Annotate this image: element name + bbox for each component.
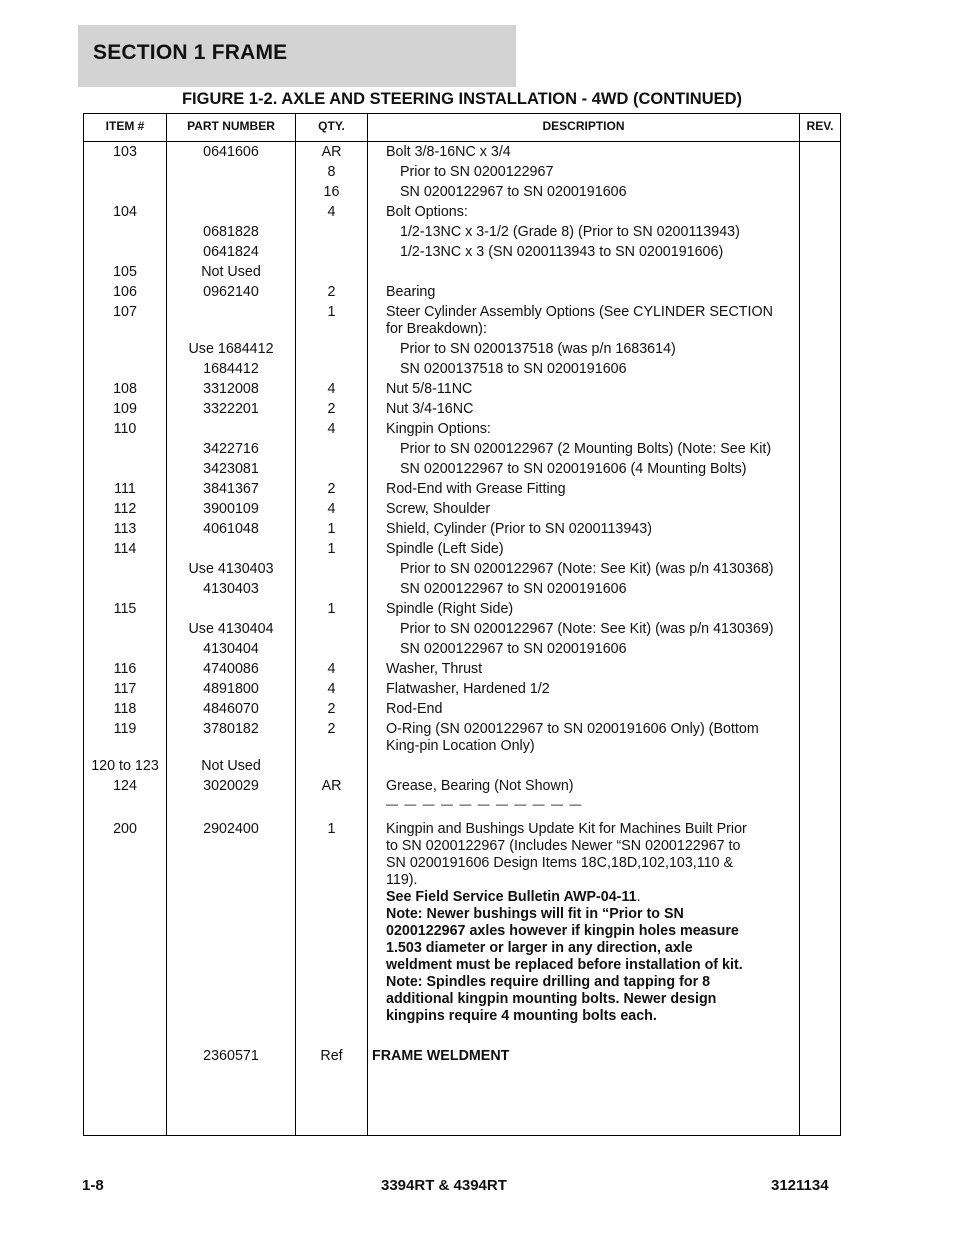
quantity: 2 [327, 701, 336, 717]
item-number: 200 [113, 821, 137, 837]
table-row [84, 795, 840, 818]
item-number [84, 1048, 166, 1065]
quantity [296, 264, 367, 281]
quantity [296, 581, 367, 598]
item-number: 113 [113, 521, 137, 537]
description: 1/2-13NC x 3 (SN 0200113943 to SN 0200191606) [400, 244, 724, 260]
part-number: 4740086 [203, 661, 259, 677]
table-row [84, 658, 840, 678]
item-number [84, 184, 166, 201]
description: 1/2-13NC x 3-1/2 (Grade 8) (Prior to SN 0200113943) [400, 224, 740, 240]
quantity: 2 [327, 481, 336, 497]
part-number: 4891800 [203, 681, 259, 697]
description: Prior to SN 0200137518 (was p/n 1683614) [400, 341, 676, 357]
part-number: 0641606 [203, 144, 259, 160]
item-number: 108 [113, 381, 137, 397]
quantity [296, 244, 367, 261]
item-number: 112 [113, 501, 137, 517]
header-part-number: PART NUMBER [187, 119, 275, 133]
table-row [84, 438, 840, 458]
spindle-note: Note: Spindles require drilling and tapping for 8 additional kingpin mounting bolts. Newer design kingpins require 4 mounting bolts each. [386, 974, 717, 1024]
table-row [84, 201, 840, 221]
part-number: Use 4130403 [188, 561, 274, 577]
table-row [84, 458, 840, 478]
description: Washer, Thrust [386, 661, 483, 677]
quantity: 4 [327, 681, 336, 697]
table-row [84, 498, 840, 518]
item-number [84, 341, 166, 358]
description: Nut 3/4-16NC [386, 401, 474, 417]
quantity: 1 [327, 304, 336, 320]
table-body [84, 141, 840, 1065]
item-number: 118 [113, 701, 137, 717]
table-row [84, 181, 840, 201]
part-number: 1684412 [203, 361, 259, 377]
description: Prior to SN 0200122967 (Note: See Kit) (was p/n 4130368) [400, 561, 774, 577]
item-number: 109 [113, 401, 137, 417]
model-name: 3394RT & 4394RT [381, 1177, 507, 1194]
part-number [166, 184, 296, 201]
table-row [84, 698, 840, 718]
quantity [296, 561, 367, 578]
quantity: 1 [327, 821, 336, 837]
part-number: 3020029 [203, 778, 259, 794]
table-row [84, 818, 840, 1025]
table-row [84, 618, 840, 638]
item-number: 120 to 123 [91, 758, 159, 774]
item-number: 119 [113, 721, 137, 737]
part-number: 3423081 [203, 461, 259, 477]
quantity: Ref [320, 1048, 343, 1064]
table-row [84, 358, 840, 378]
part-number: 3900109 [203, 501, 259, 517]
part-number: 4130404 [203, 641, 259, 657]
item-number: 110 [113, 421, 137, 437]
description: SN 0200122967 to SN 0200191606 [400, 581, 627, 597]
table-row [84, 538, 840, 558]
header-description: DESCRIPTION [542, 119, 625, 133]
part-number: 3322201 [203, 401, 259, 417]
parts-table [83, 113, 841, 1136]
part-number: Not Used [201, 264, 261, 280]
table-row [84, 281, 840, 301]
item-number [84, 641, 166, 658]
table-row [84, 558, 840, 578]
part-number: 3312008 [203, 381, 259, 397]
item-number [84, 164, 166, 181]
description: SN 0200137518 to SN 0200191606 [400, 361, 627, 377]
table-row [84, 578, 840, 598]
table-row [84, 161, 840, 181]
quantity: 8 [327, 164, 336, 180]
description: SN 0200122967 to SN 0200191606 [400, 641, 627, 657]
part-number: 3841367 [203, 481, 259, 497]
table-row [84, 638, 840, 658]
item-number [84, 441, 166, 458]
item-number: 111 [114, 481, 136, 497]
quantity: AR [321, 144, 342, 160]
table-header [84, 114, 840, 142]
table-row [84, 221, 840, 241]
part-number: 3422716 [203, 441, 259, 457]
item-number: 104 [113, 204, 137, 220]
description: Spindle (Left Side) [386, 541, 504, 557]
table-row [84, 338, 840, 358]
description: SN 0200122967 to SN 0200191606 (4 Mounting Bolts) [400, 461, 747, 477]
item-number [84, 581, 166, 598]
part-number [166, 541, 296, 558]
part-number: Not Used [201, 758, 261, 774]
section-title: SECTION 1 FRAME [93, 41, 288, 64]
quantity [296, 361, 367, 378]
description: Bolt 3/8-16NC x 3/4 [386, 144, 511, 160]
item-number [84, 244, 166, 261]
part-number [166, 798, 296, 818]
table-row [84, 398, 840, 418]
description: Nut 5/8-11NC [386, 381, 473, 397]
table-row [84, 478, 840, 498]
part-number: 4130403 [203, 581, 259, 597]
quantity [296, 341, 367, 358]
quantity: 2 [327, 284, 336, 300]
part-number: 0641824 [203, 244, 259, 260]
part-number: Use 1684412 [188, 341, 274, 357]
quantity: 1 [327, 521, 336, 537]
description: Bearing [386, 284, 436, 300]
separator-dashes: — — — — — — — — — — — [386, 797, 583, 811]
part-number: 3780182 [203, 721, 259, 737]
quantity: 16 [323, 184, 340, 200]
item-number: 114 [113, 541, 137, 557]
description [367, 758, 787, 775]
table-row [84, 378, 840, 398]
description: O-Ring (SN 0200122967 to SN 0200191606 Only) (Bottom King-pin Location Only) [386, 721, 759, 754]
description: Flatwasher, Hardened 1/2 [386, 681, 550, 697]
description: Screw, Shoulder [386, 501, 491, 517]
quantity: 1 [327, 541, 336, 557]
quantity: 4 [327, 421, 336, 437]
item-number [84, 561, 166, 578]
description: Rod-End with Grease Fitting [386, 481, 566, 497]
bushing-note: Note: Newer bushings will fit in “Prior to SN 0200122967 axles however if kingpin holes measure 1.503 diameter or larger in any direction, axle weldment must be replaced before installation of kit. [386, 906, 743, 973]
table-row [84, 678, 840, 698]
figure-title: FIGURE 1-2. AXLE AND STEERING INSTALLATION - 4WD (CONTINUED) [181, 90, 743, 108]
quantity [296, 621, 367, 638]
item-number: 107 [113, 304, 137, 320]
part-number [166, 601, 296, 618]
quantity [296, 798, 367, 818]
part-number: 2360571 [203, 1048, 259, 1064]
part-number [166, 204, 296, 221]
quantity: 4 [327, 204, 336, 220]
item-number: 105 [113, 264, 137, 280]
item-number [84, 361, 166, 378]
quantity: 2 [327, 401, 336, 417]
table-row [84, 598, 840, 618]
part-number [166, 304, 296, 338]
description [367, 264, 787, 281]
item-number: 124 [113, 778, 137, 794]
quantity: 4 [327, 501, 336, 517]
page-number: 1-8 [82, 1177, 104, 1194]
table-row [84, 301, 840, 338]
header-qty: QTY. [318, 119, 345, 133]
description: Kingpin and Bushings Update Kit for Machines Built Prior to SN 0200122967 (Includes Newer “SN 0200122967 to SN 0200191606 Design Items 18C,18D,102,103,110 & 119). [386, 821, 747, 888]
header-item: ITEM # [105, 119, 145, 133]
quantity [296, 441, 367, 458]
description: Prior to SN 0200122967 [400, 164, 554, 180]
quantity: 2 [327, 721, 336, 737]
table-row [84, 755, 840, 775]
description: Grease, Bearing (Not Shown) [386, 778, 574, 794]
description: Rod-End [386, 701, 443, 717]
part-number: 4846070 [203, 701, 259, 717]
item-number [84, 798, 166, 818]
item-number: 106 [113, 284, 137, 300]
part-number [166, 164, 296, 181]
quantity [296, 461, 367, 478]
description: Prior to SN 0200122967 (Note: See Kit) (was p/n 4130369) [400, 621, 774, 637]
table-row [84, 718, 840, 755]
table-row [84, 241, 840, 261]
description: FRAME WELDMENT [372, 1048, 510, 1064]
table-row [84, 775, 840, 795]
description: Spindle (Right Side) [386, 601, 514, 617]
item-number [84, 224, 166, 241]
quantity: 1 [327, 601, 336, 617]
quantity [296, 224, 367, 241]
item-number: 116 [113, 661, 137, 677]
item-number [84, 621, 166, 638]
service-bulletin-note: See Field Service Bulletin AWP-04-11. [386, 889, 641, 905]
part-number: Use 4130404 [188, 621, 274, 637]
section-banner [78, 25, 516, 87]
description: Bolt Options: [386, 204, 468, 220]
description: Kingpin Options: [386, 421, 491, 437]
quantity [296, 641, 367, 658]
description: SN 0200122967 to SN 0200191606 [400, 184, 627, 200]
part-number: 4061048 [203, 521, 259, 537]
part-number: 0962140 [203, 284, 259, 300]
table-row [84, 1025, 840, 1065]
quantity: AR [321, 778, 342, 794]
table-row [84, 261, 840, 281]
item-number: 117 [113, 681, 137, 697]
description: Shield, Cylinder (Prior to SN 0200113943) [386, 521, 652, 537]
quantity: 4 [327, 661, 336, 677]
header-rev: REV. [806, 119, 834, 133]
item-number: 103 [113, 144, 137, 160]
quantity [296, 758, 367, 775]
description: Steer Cylinder Assembly Options (See CYLINDER SECTION for Breakdown): [386, 304, 773, 337]
table-row [84, 141, 840, 161]
part-number [166, 421, 296, 438]
quantity: 4 [327, 381, 336, 397]
kit-description [367, 821, 787, 1025]
item-number: 115 [113, 601, 137, 617]
document-number: 3121134 [771, 1177, 829, 1194]
table-row [84, 518, 840, 538]
part-number: 0681828 [203, 224, 259, 240]
part-number: 2902400 [203, 821, 259, 837]
item-number [84, 461, 166, 478]
description: Prior to SN 0200122967 (2 Mounting Bolts) (Note: See Kit) [400, 441, 772, 457]
table-row [84, 418, 840, 438]
